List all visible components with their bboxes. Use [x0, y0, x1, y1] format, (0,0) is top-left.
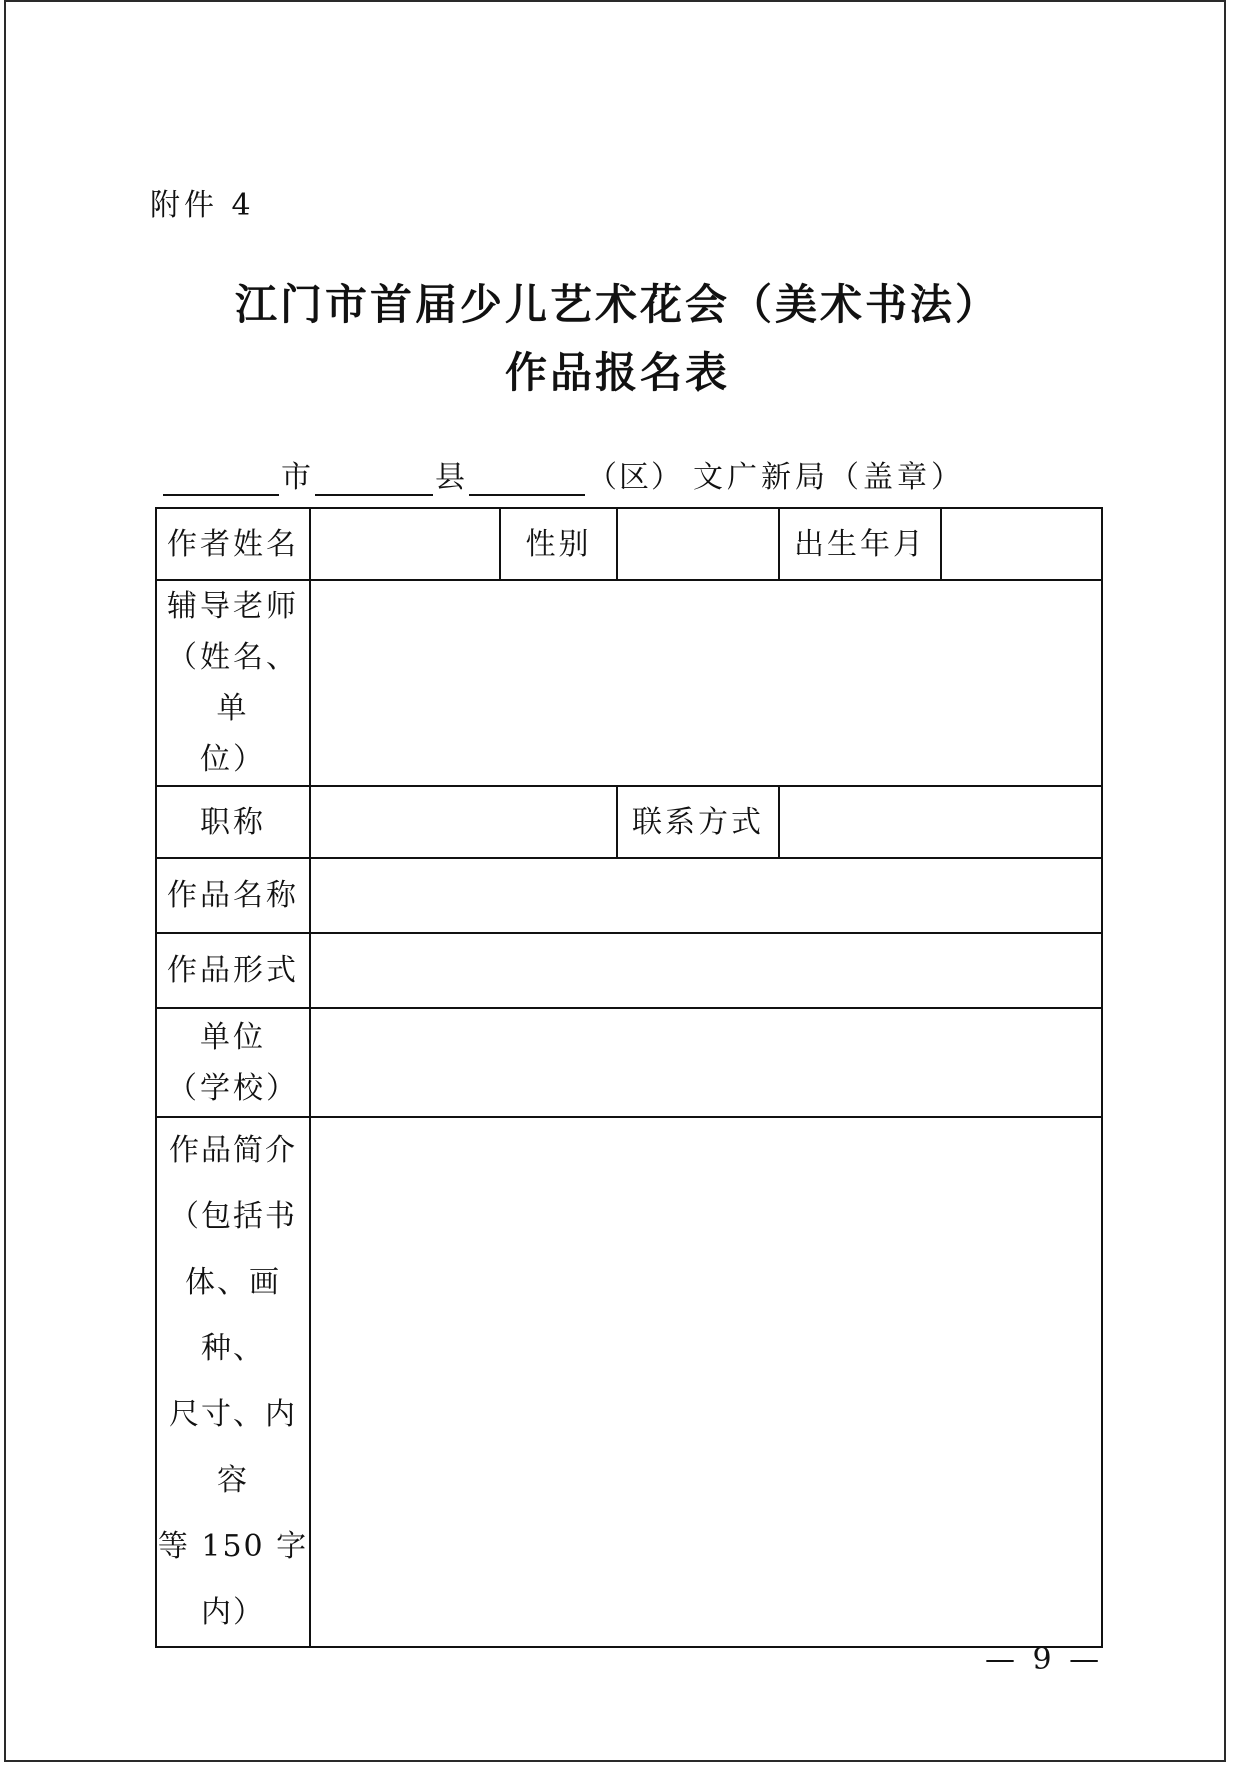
- city-label: 市: [281, 460, 313, 495]
- work-form-label: 作品形式: [156, 933, 310, 1008]
- work-name-field[interactable]: [310, 858, 1102, 933]
- title-rank-label: 职称: [156, 786, 310, 858]
- city-blank[interactable]: [163, 460, 279, 496]
- contact-field[interactable]: [779, 786, 1102, 858]
- gender-label: 性别: [500, 508, 617, 580]
- district-blank[interactable]: [469, 460, 585, 496]
- form-row-teacher: [156, 580, 1102, 786]
- page-number: — 9 —: [985, 1642, 1104, 1677]
- title-rank-field[interactable]: [310, 786, 617, 858]
- form-row-title: [156, 786, 1102, 858]
- bureau-label: 文广新局（盖章）: [693, 460, 965, 495]
- form-row-intro: [156, 1117, 1102, 1647]
- author-name-label: 作者姓名: [156, 508, 310, 580]
- form-row-work-name: [156, 858, 1102, 933]
- attachment-label: 附件 4: [150, 188, 255, 223]
- unit-field[interactable]: [310, 1008, 1102, 1117]
- author-name-field[interactable]: [310, 508, 500, 580]
- form-row-unit: [156, 1008, 1102, 1117]
- district-label: （区）: [587, 460, 683, 495]
- teacher-label: 辅导老师 （姓名、单 位）: [156, 580, 310, 786]
- intro-field[interactable]: [310, 1117, 1102, 1647]
- document-title: 江门市首届少儿艺术花会（美术书法）: [234, 280, 1000, 329]
- form-row-work-form: [156, 933, 1102, 1008]
- teacher-field[interactable]: [310, 580, 1102, 786]
- work-form-field[interactable]: [310, 933, 1102, 1008]
- gender-field[interactable]: [617, 508, 779, 580]
- stamp-line: [163, 452, 965, 496]
- registration-form: [155, 507, 1103, 1648]
- contact-label: 联系方式: [617, 786, 779, 858]
- unit-label: 单位 （学校）: [156, 1008, 310, 1117]
- document-subtitle: 作品报名表: [504, 348, 730, 397]
- intro-label: 作品简介 （包括书 体、画种、 尺寸、内容 等 150 字 内）: [156, 1117, 310, 1647]
- form-row-basic: [156, 508, 1102, 580]
- county-blank[interactable]: [315, 460, 433, 496]
- county-label: 县: [435, 460, 467, 495]
- work-name-label: 作品名称: [156, 858, 310, 933]
- birth-label: 出生年月: [779, 508, 941, 580]
- birth-field[interactable]: [941, 508, 1102, 580]
